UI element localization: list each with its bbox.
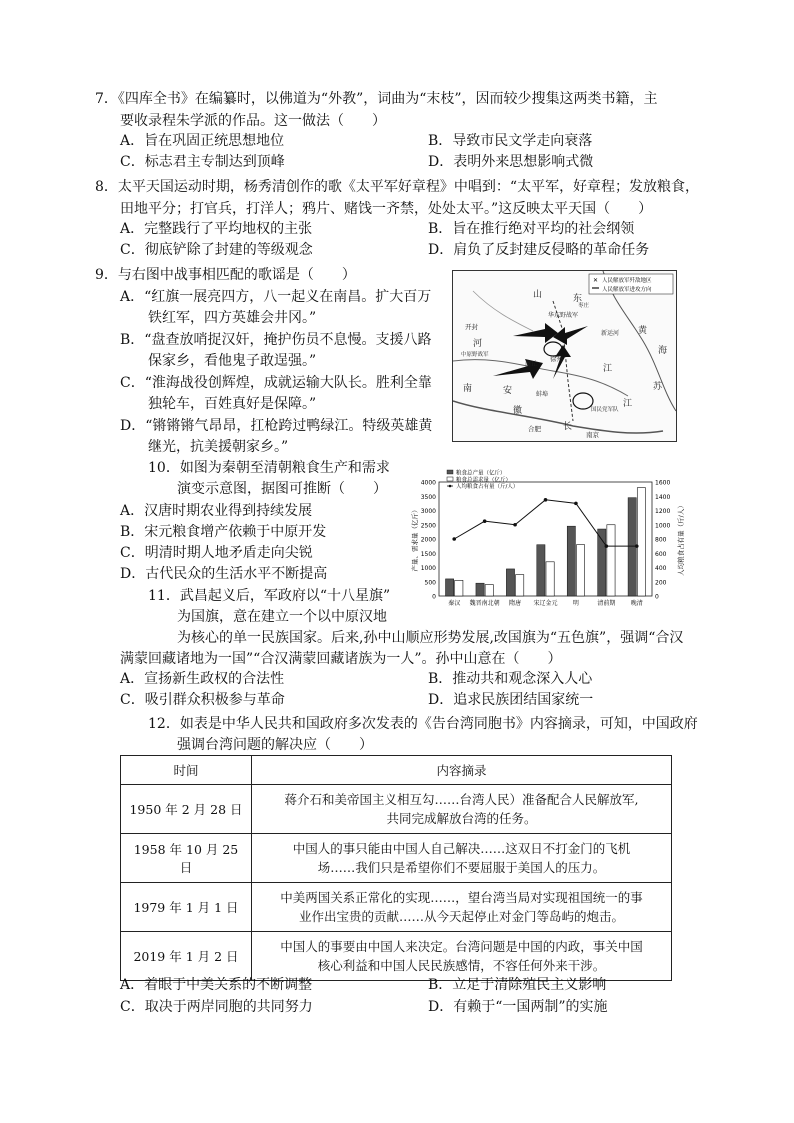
map-place: 开封: [465, 323, 478, 331]
y-right-tick-label: 1600: [655, 479, 671, 487]
encirclement-icon: [544, 342, 562, 356]
map-place: 南京: [586, 431, 599, 439]
legend-label: 人均粮食占有量（斤/人）: [456, 484, 519, 490]
bar-demand: [607, 525, 615, 596]
bar-production: [506, 569, 514, 596]
line-point: [513, 523, 517, 527]
map-place: 中原野战军: [461, 352, 489, 358]
y-left-tick-label: 3500: [420, 493, 436, 501]
q9-stem: 9．与右图中战事相匹配的歌谣是（ ）: [95, 267, 356, 283]
bar-production: [537, 545, 545, 596]
q8-option-d: D．肩负了反封建反侵略的革命任务: [428, 242, 650, 258]
q10-option-d: D．古代民众的生活水平不断提高: [120, 566, 328, 582]
q10-option-a: A．汉唐时期农业得到持续发展: [120, 503, 313, 519]
line-point: [452, 537, 456, 541]
y-right-axis-label: 人均粮食占有量（斤/人）: [677, 502, 685, 576]
map-place: 徐州: [550, 355, 563, 363]
y-right-tick-label: 0: [655, 593, 659, 601]
q9-option-b-line1: B．“盘查放哨捉汉奸，掩护伤员不息慢。支援八路: [120, 332, 432, 348]
map-place: 徽: [513, 406, 523, 416]
table-row: [121, 834, 672, 883]
attack-arrow-icon: [513, 323, 558, 343]
content-line: 中美两国关系正常化的实现……，望台湾当局对实现祖国统一的事: [280, 890, 643, 905]
table-cell-date: 2019 年 1 月 2 日: [121, 932, 252, 981]
q8-stem-line2: 田地平分；打官兵，打洋人；鸦片、赌饯一齐禁，处处太平。”这反映太平天国（ ）: [120, 201, 653, 217]
y-left-tick-label: 1000: [420, 565, 436, 572]
q12-option-d: D．有赖于“一国两制”的实施: [428, 999, 608, 1015]
q10-option-b: B．宋元粮食增产依赖于中原开发: [120, 524, 327, 540]
map-place: 江: [623, 399, 633, 409]
map-place: 河: [473, 339, 483, 349]
map-place: 枣庄: [578, 303, 590, 309]
map-place: 海: [658, 346, 668, 356]
q8-stem-line1: 8．太平天国运动时期，杨秀清创作的歌《太平军好章程》中唱到：“太平军，好章程；发放粮食，: [95, 179, 700, 195]
encirclement-icon: [573, 393, 593, 409]
x-tick-label: 魏晋南北朝: [469, 600, 500, 607]
content-line: 共同完成解放台湾的任务。: [386, 811, 537, 826]
line-point: [544, 498, 548, 502]
y-right-tick-label: 1200: [655, 508, 671, 515]
q7-option-b: B．导致市民文学走向衰落: [428, 133, 593, 149]
q11-stem-line1: 11．武昌起义后，军政府以“十八星旗”: [148, 588, 391, 604]
map-place: 国民党军队: [591, 407, 619, 413]
content-line: 场……我们只是希望你们不要屈服于美国人的压力。: [317, 860, 606, 875]
table-row: [121, 785, 672, 834]
y-left-tick-label: 4000: [420, 479, 436, 487]
table-cell-content: [252, 834, 672, 883]
q12-option-b: B．立足于清除殖民主义影响: [428, 977, 607, 993]
q9-option-c-line2: 独轮车，百姓真好是保障。”: [148, 396, 317, 412]
y-right-tick-label: 1000: [655, 522, 671, 530]
map-place: 安: [503, 386, 513, 396]
bar-demand: [455, 580, 463, 596]
table-header-content: 内容摘录: [252, 756, 672, 785]
q10-option-c: C．明清时期人地矛盾走向尖锐: [120, 545, 313, 561]
map-place: 南: [463, 384, 473, 394]
table-cell-date: 1950 年 2 月 28 日: [121, 785, 252, 834]
taiwan-letters-table: [120, 755, 672, 981]
q8-option-a: A．完整践行了平均地权的主张: [120, 221, 313, 237]
q9-option-d-line1: D．“锵锵锵气昂昂，扛枪跨过鸭绿江。特级英雄黄: [120, 418, 433, 434]
line-point: [635, 544, 639, 548]
legend-destroy-icon: ✕: [593, 277, 599, 284]
y-right-tick-label: 400: [655, 565, 667, 572]
content-line: 蒋介石和美帝国主义相互勾……台湾人民）准备配合人民解放军,: [284, 792, 639, 807]
q12-stem-line1: 12．如表是中华人民共和国政府多次发表的《告台湾同胞书》内容摘录，可知，中国政府: [148, 716, 698, 732]
q9-option-b-line2: 保家乡，看他鬼子敢逞强。”: [148, 353, 317, 369]
y-right-tick-label: 600: [655, 550, 667, 558]
legend-swatch-point: [449, 485, 452, 488]
y-left-tick-label: 2500: [420, 522, 436, 530]
y-left-tick-label: 0: [432, 593, 436, 601]
q8-option-c: C．彻底铲除了封建的等级观念: [120, 242, 313, 258]
y-right-tick-label: 800: [655, 536, 667, 544]
line-point: [605, 544, 609, 548]
bar-demand: [576, 545, 584, 596]
map-place: 长: [563, 422, 573, 432]
map-legend-label-2: 人民解放军进攻方向: [602, 287, 652, 293]
q8-option-b: B．旨在推行绝对平均的社会纲领: [428, 221, 635, 237]
q12-option-c: C．取决于两岸同胞的共同努力: [120, 999, 313, 1015]
x-tick-label: 明: [572, 600, 579, 607]
q11-stem-line4: 满蒙回藏诸地为一国”“合汉满蒙回藏诸族为一人”。孙中山意在（ ）: [120, 651, 562, 667]
y-left-tick-label: 3000: [420, 508, 436, 515]
map-place: 华东野战军: [548, 312, 579, 319]
q12-stem-line2: 强调台湾问题的解决应（ ）: [177, 737, 373, 753]
q7-option-d: D．表明外来思想影响式微: [428, 154, 594, 170]
q11-option-c: C．吸引群众积极参与革命: [120, 692, 285, 708]
bar-demand: [637, 488, 645, 596]
map-place: 合肥: [528, 425, 541, 433]
bar-demand: [516, 575, 524, 596]
q7-stem-line1: 7．《四库全书》在编纂时，以佛道为“外教”，词曲为“末枝”，因而较少搜集这两类书籍，主: [95, 91, 658, 107]
table-cell-content: [252, 785, 672, 834]
q11-stem-line2: 为国旗，意在建立一个以中原汉地: [177, 609, 387, 625]
table-cell-content: [252, 883, 672, 932]
y-left-tick-label: 2000: [420, 536, 436, 544]
grain-chart-svg: [407, 468, 690, 616]
map-place: 江: [603, 364, 613, 374]
battle-map: [452, 270, 677, 442]
table-cell-content: [252, 932, 672, 981]
content-line: 核心利益和中国人民民族感情，不容任何外来干涉。: [317, 958, 606, 973]
bar-production: [628, 498, 636, 596]
y-left-tick-label: 500: [424, 579, 436, 587]
q9-option-a-line2: 铁红军，四方英雄会井冈。”: [148, 310, 317, 326]
legend-swatch-production: [447, 470, 453, 474]
map-place: 黄: [638, 326, 648, 336]
map-place: 新运河: [601, 330, 620, 337]
q11-option-d: D．追求民族团结国家统一: [428, 692, 594, 708]
q7-option-a: A．旨在巩固正统思想地位: [120, 133, 285, 149]
bar-production: [476, 583, 484, 596]
q11-option-a: A．宣扬新生政权的合法性: [120, 671, 285, 687]
q9-option-d-line2: 继光，抗美援朝家乡。”: [148, 439, 289, 455]
table-header-time: 时间: [121, 756, 252, 785]
table-cell-date: 1958 年 10 月 25 日: [121, 834, 252, 883]
q10-stem-line2: 演变示意图，据图可推断（ ）: [177, 481, 387, 497]
q7-stem-line2: 要收录程朱学派的作品。这一做法（ ）: [120, 113, 386, 129]
line-point: [574, 502, 578, 506]
table-row: [121, 883, 672, 932]
map-place: 商丘: [525, 361, 538, 368]
q7-option-c: C．标志君主专制达到顶峰: [120, 154, 285, 170]
legend-label: 粮食总需求量（亿斤）: [456, 477, 512, 484]
content-line: 业作出宝贵的贡献……从今天起停止对金门等岛屿的炮击。: [298, 909, 624, 924]
legend-label: 粮食总产量（亿斤）: [456, 470, 506, 477]
attack-arrow-icon: [553, 326, 588, 345]
bar-demand: [546, 562, 554, 596]
q10-stem-line1: 10．如图为秦朝至清朝粮食生产和需求: [148, 460, 390, 476]
table-row: [121, 932, 672, 981]
q11-option-b: B．推动共和观念深入人心: [428, 671, 593, 687]
table-header-row: [121, 756, 672, 785]
table-cell-date: 1979 年 1 月 1 日: [121, 883, 252, 932]
content-line: 中国人的事只能由中国人自己解决……这双日不打金门的飞机: [292, 841, 631, 856]
q9-option-a-line1: A．“红旗一展亮四方，八一起义在南昌。扩大百万: [120, 289, 432, 305]
x-tick-label: 清前期: [597, 600, 616, 607]
bar-demand: [485, 585, 493, 596]
bar-production: [445, 579, 453, 596]
grain-chart: [407, 468, 690, 616]
border-line: [473, 291, 533, 331]
bar-production: [567, 526, 575, 596]
y-right-tick-label: 1400: [655, 493, 671, 501]
y-left-tick-label: 1500: [420, 550, 436, 558]
map-place: 苏: [653, 382, 663, 392]
y-right-tick-label: 200: [655, 579, 667, 587]
q9-option-c-line1: C．“淮海战役创辉煌，成就运输大队长。胜利全靠: [120, 375, 432, 391]
content-line: 中国人的事要由中国人来决定。台湾问题是中国的内政，事关中国: [280, 939, 643, 954]
x-tick-label: 宋辽金元: [533, 600, 558, 607]
y-left-axis-label: 产量、需求量（亿斤）: [411, 506, 419, 572]
line-point: [483, 519, 487, 523]
legend-swatch-demand: [447, 477, 453, 481]
map-place: 蚌埠: [536, 391, 549, 398]
x-tick-label: 晚清: [630, 600, 643, 607]
map-place: 山: [533, 290, 543, 300]
map-place: 东: [573, 294, 583, 304]
battle-map-drawing: [453, 271, 676, 441]
q12-option-a: A．着眼于中美关系的不断调整: [120, 977, 313, 993]
map-legend-label-1: 人民解放军歼敌地区: [602, 278, 652, 284]
q11-stem-line3: 为核心的单一民族国家。后来,孙中山顺应形势发展,改国旗为“五色旗”，强调“合汉: [177, 630, 684, 646]
x-tick-label: 秦汉: [448, 600, 461, 607]
x-tick-label: 隋唐: [509, 600, 522, 607]
